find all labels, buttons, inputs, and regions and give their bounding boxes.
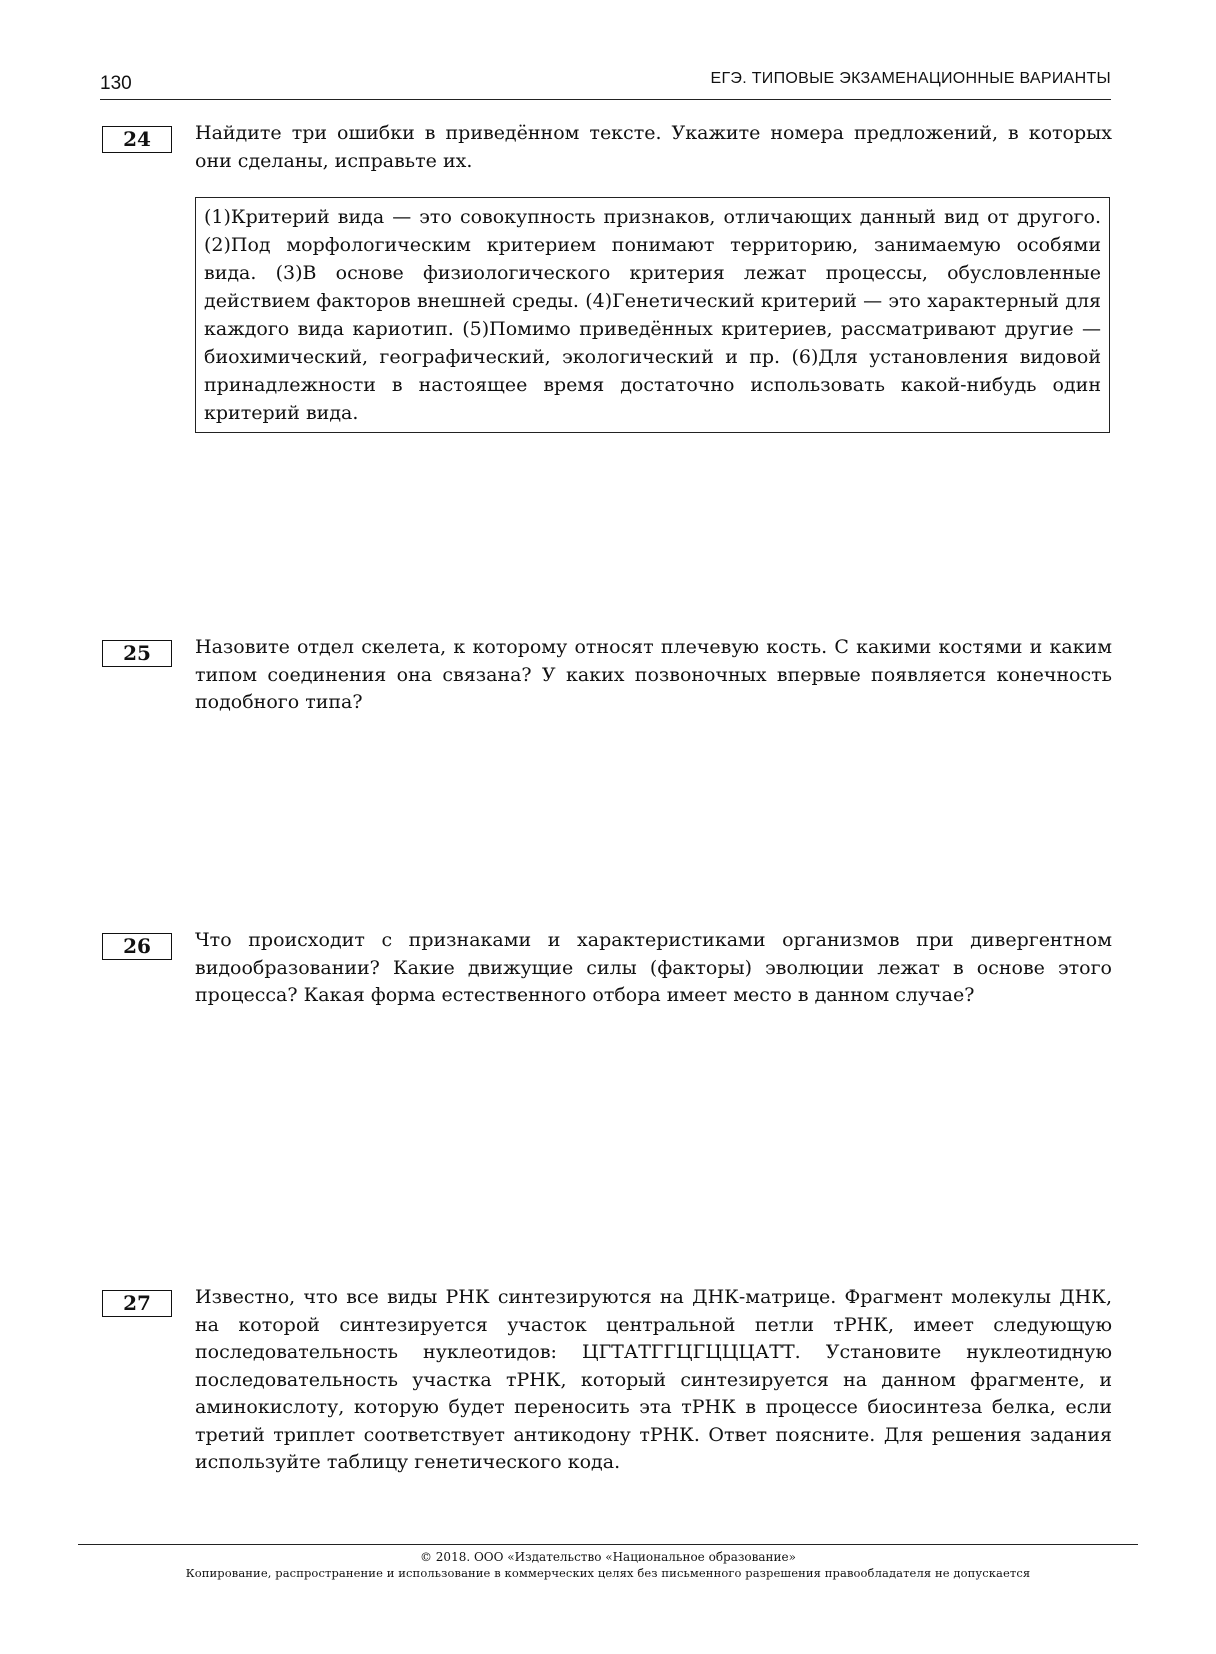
task-prompt: Назовите отдел скелета, к которому относят плечевую кость. С какими костями и каким типом соединения она связана? У каких позвоночных впервые появляется конечность подобного типа? bbox=[195, 636, 1112, 713]
footer-copyright: © 2018. ООО «Издательство «Национальное образование» bbox=[419, 1550, 796, 1564]
task-prompt: Известно, что все виды РНК синтезируются на ДНК-матрице. Фрагмент молекулы ДНК, на которой синтезируется участок центральной петли тРНК, имеет следующую последовательность нуклеотидов: ЦГТАТГГЦГЦЦЦАТТ. Установите нуклеотидную последовательность участка тРНК, который синтезируется на данном фрагменте, и аминокислоту, которую будет переносить эта тРНК в процессе биосинтеза белка, если третий триплет соответствует антикодону тРНК. Ответ поясните. Для решения задания используйте таблицу генетического кода. bbox=[195, 1286, 1112, 1473]
header-divider bbox=[100, 99, 1111, 100]
task-prompt: Найдите три ошибки в приведённом тексте. Укажите номера предложений, в которых они сделаны, исправьте их. bbox=[195, 122, 1112, 172]
running-header-title: ЕГЭ. ТИПОВЫЕ ЭКЗАМЕНАЦИОННЫЕ ВАРИАНТЫ bbox=[710, 70, 1111, 87]
task-24-text-box: (1)Критерий вида — это совокупность признаков, отличающих данный вид от другого. (2)Под морфологическим критерием понимают территорию, занимаемую особями вида. (3)В основе физиологического критерия лежат процессы, обусловленные действием факторов внешней среды. (4)Генетический критерий — это характерный для каждого вида кариотип. (5)Помимо приведённых критериев, рассматривают другие — биохимический, географический, экологический и пр. (6)Для установления видовой принадлежности в настоящее время достаточно использовать какой-нибудь один критерий вида. bbox=[195, 197, 1110, 433]
footer-divider bbox=[78, 1544, 1138, 1545]
footer-notice: Копирование, распространение и использование в коммерческих целях без письменного разрешения правообладателя не допускается bbox=[185, 1566, 1031, 1580]
task-number: 25 bbox=[102, 640, 172, 667]
task-number: 24 bbox=[102, 126, 172, 153]
task-number: 27 bbox=[102, 1290, 172, 1317]
page-number: 130 bbox=[100, 73, 132, 94]
task-number: 26 bbox=[102, 933, 172, 960]
task-prompt: Что происходит с признаками и характеристиками организмов при дивергентном видообразовании? Какие движущие силы (факторы) эволюции лежат в основе этого процесса? Какая форма естественного отбора имеет место в данном случае? bbox=[195, 929, 1112, 1006]
